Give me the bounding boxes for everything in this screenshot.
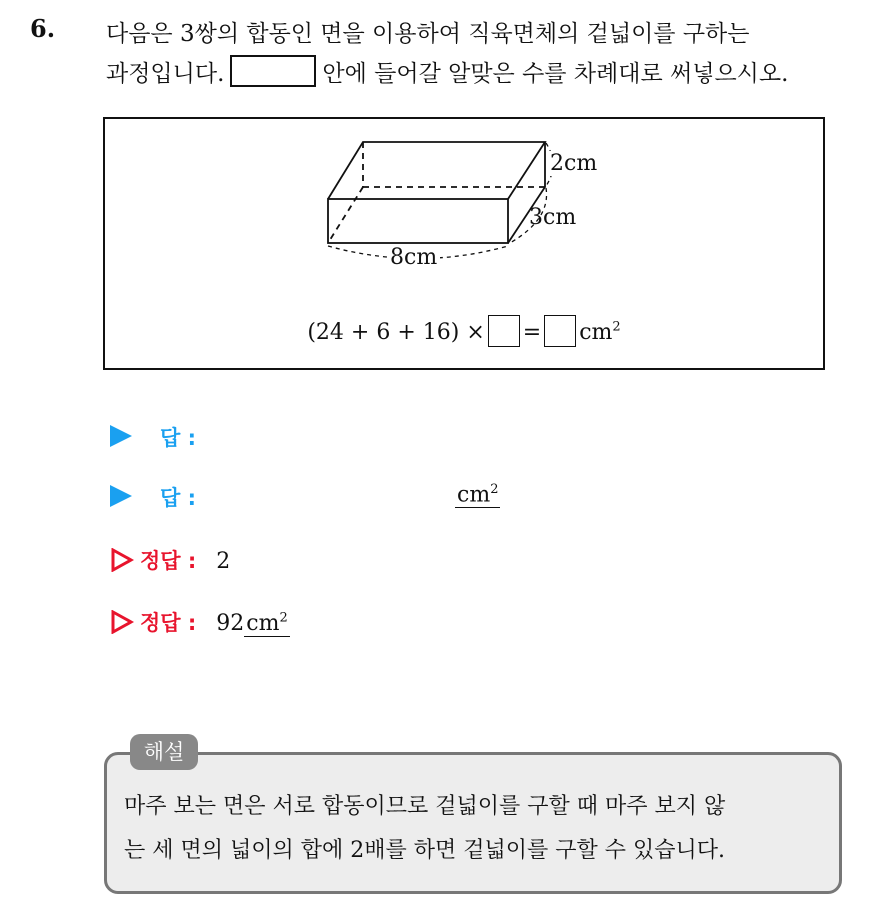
- question-line-2-before: 과정입니다.: [106, 61, 225, 87]
- correct-value-2: 92: [216, 611, 245, 636]
- question-number: 6.: [30, 14, 56, 43]
- cuboid-front-face: [328, 199, 508, 243]
- answer-2-unit-exponent: 2: [490, 482, 499, 497]
- question-line-2: [106, 54, 866, 94]
- question-text: [106, 14, 866, 94]
- formula-unit: cm: [579, 320, 613, 345]
- answer-label-1: 답 :: [160, 426, 196, 450]
- width-label: 8cm: [387, 245, 440, 270]
- explanation-text: [124, 785, 834, 873]
- explanation-tab: 해설: [130, 734, 198, 770]
- formula-blank-1: [488, 315, 520, 347]
- correct-value-1: 2: [216, 549, 231, 574]
- correct-label-2: 정답 :: [140, 611, 197, 635]
- question-line-1: 다음은 3쌍의 합동인 면을 이용하여 직육면체의 겉넓이를 구하는: [106, 21, 750, 47]
- surface-area-formula: [105, 315, 823, 347]
- correct-value-2-unit-exponent: 2: [279, 610, 288, 626]
- answer-2-unit-text: cm: [457, 482, 491, 508]
- formula-left: (24 + 6 + 16) ×: [307, 320, 485, 345]
- correct-row-1: [110, 545, 230, 575]
- outline-triangle-icon: [110, 548, 134, 572]
- formula-unit-exponent: 2: [612, 319, 621, 335]
- outline-triangle-icon: [110, 610, 134, 634]
- explanation-line-1: 마주 보는 면은 서로 합동이므로 겉넓이를 구할 때 마주 보지 않: [124, 794, 726, 819]
- figure-box: [103, 117, 825, 370]
- formula-blank-2: [544, 315, 576, 347]
- cuboid-hidden-edge-left: [328, 187, 363, 243]
- answer-label-2: 답 :: [160, 486, 196, 510]
- answer-row-1: [110, 422, 196, 452]
- correct-label-1: 정답 :: [140, 549, 197, 573]
- correct-value-2-unit-text: cm: [246, 611, 280, 636]
- formula-equals: =: [522, 320, 542, 345]
- correct-value-2-unit: [244, 611, 289, 637]
- explanation-line-2: 는 세 면의 넓이의 합에 2배를 하면 겉넓이를 구할 수 있습니다.: [124, 838, 725, 863]
- height-label: 2cm: [550, 151, 598, 176]
- question-line-2-after: 안에 들어갈 알맞은 수를 차례대로 써넣으시오.: [322, 61, 789, 87]
- play-triangle-icon: [110, 485, 132, 507]
- answer-2-unit: [455, 482, 500, 508]
- answer-row-2: [110, 482, 499, 512]
- correct-row-2: [110, 607, 290, 637]
- play-triangle-icon: [110, 425, 132, 447]
- depth-label: 3cm: [529, 205, 577, 230]
- blank-box-icon: [230, 55, 316, 87]
